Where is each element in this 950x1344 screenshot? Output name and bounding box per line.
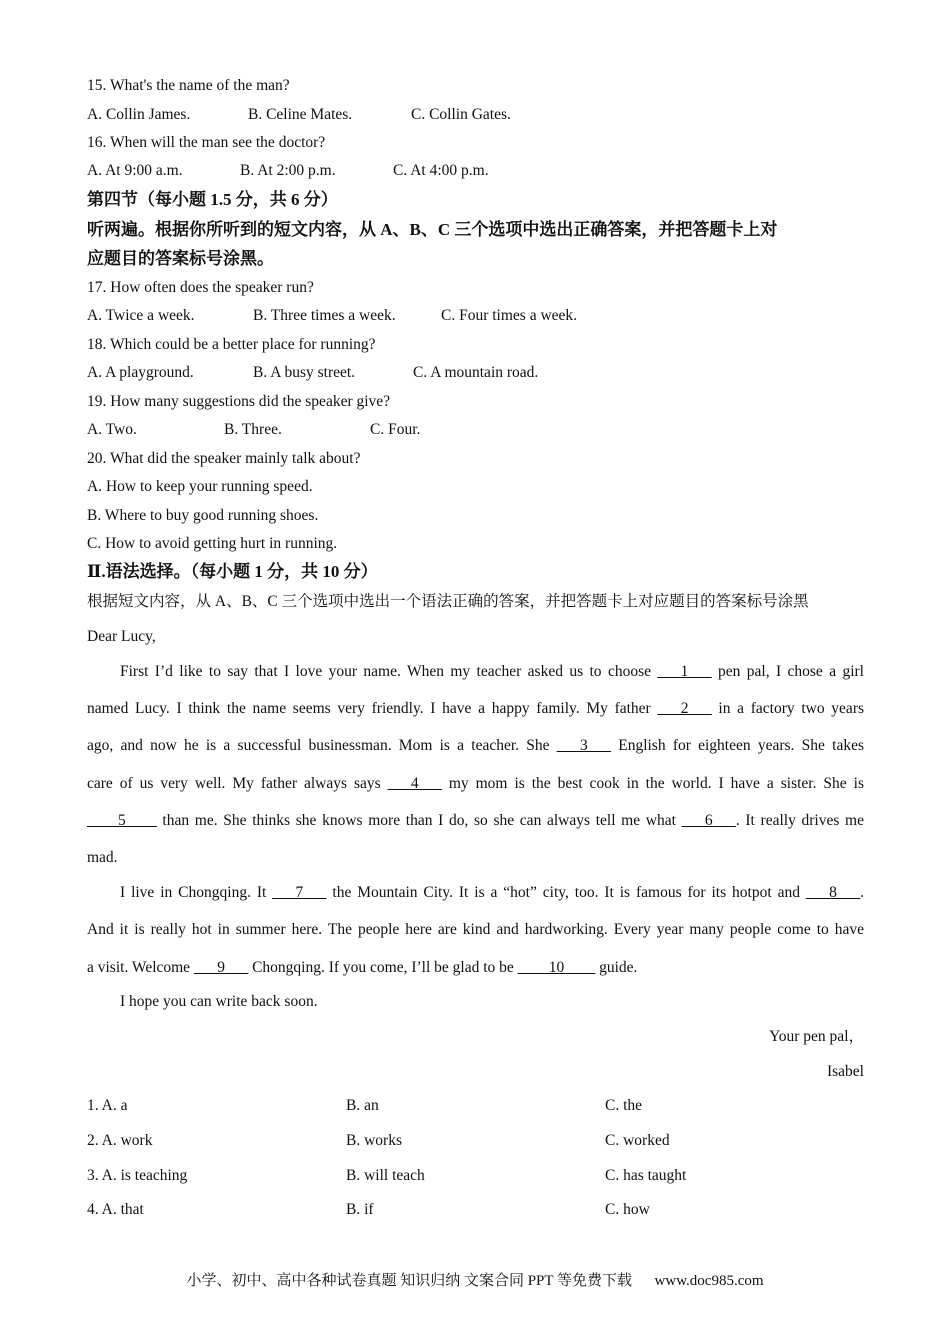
option-2c: C. worked [605,1132,670,1149]
question-15: 15. What's the name of the man? [87,77,290,94]
option-1c: C. the [605,1097,643,1114]
option-17a: A. Twice a week. [87,307,195,324]
blank-3: ___3___ [556,737,611,754]
question-18: 18. Which could be a better place for running? [87,336,376,353]
blank-8: ___8___ [805,884,861,901]
passage-line-3: ago, and now he is a successful businessman. Mom is a teacher. She ___3___ English for eighteen years. She takes [87,737,864,754]
option-4c: C. how [605,1201,650,1218]
passage-line-8: And it is really hot in summer here. The people here are kind and hardworking. Every year many people come to have [87,921,864,938]
option-18c: C. A mountain road. [413,364,539,381]
passage-line-6: mad. [87,849,118,866]
option-15a: A. Collin James. [87,106,191,123]
option-18b: B. A busy street. [253,364,356,381]
blank-6: ___6___ [681,812,736,829]
footer-site-link[interactable]: www.doc985.com [654,1273,764,1289]
signature: Isabel [826,1063,864,1080]
option-20a: A. How to keep your running speed. [87,478,313,495]
section-4-instruction-line2: 应题目的答案标号涂黑。 [87,249,274,268]
option-17c: C. Four times a week. [441,307,578,324]
blank-4: ___4___ [387,775,442,792]
question-16: 16. When will the man see the doctor? [87,134,326,151]
page-footer [0,1269,950,1290]
option-16c: C. At 4:00 p.m. [393,162,489,179]
option-1b: B. an [346,1097,379,1114]
option-2b: B. works [346,1132,402,1149]
option-2a: 2. A. work [87,1132,153,1149]
option-16b: B. At 2:00 p.m. [240,162,336,179]
section-4-instruction-line1: 听两遍。根据你所听到的短文内容，从 A、B、C 三个选项中选出正确答案，并把答题卡上对 [87,220,778,239]
blank-5: ____5____ [87,812,157,829]
passage-line-7: I live in Chongqing. It ___7___ the Mountain City. It is a “hot” city, too. It is famous for its hotpot and ___8___. [120,884,864,901]
option-15c: C. Collin Gates. [411,106,511,123]
salutation: Dear Lucy, [87,628,156,645]
blank-1: ___1___ [657,663,712,680]
question-17: 17. How often does the speaker run? [87,279,314,296]
option-15b: B. Celine Mates. [248,106,353,123]
option-20b: B. Where to buy good running shoes. [87,507,319,524]
blank-9: ___9___ [193,959,249,976]
blank-7: ___7___ [272,884,327,901]
option-20c: C. How to avoid getting hurt in running. [87,535,338,552]
grammar-title: Ⅱ.语法选择。（每小题 1 分，共 10 分） [87,562,378,581]
question-20: 20. What did the speaker mainly talk about? [87,450,361,467]
passage-line-1: First I’d like to say that I love your name. When my teacher asked us to choose ___1___ pen pal, I chose a girl [120,663,864,680]
option-16a: A. At 9:00 a.m. [87,162,183,179]
passage-line-2: named Lucy. I think the name seems very friendly. I have a happy family. My father ___2___ in a factory two years [87,700,865,717]
option-19c: C. Four. [370,421,421,438]
option-1a: 1. A. a [87,1097,128,1114]
passage-line-9: a visit. Welcome ___9___ Chongqing. If you come, I’ll be glad to be ____10____ guide. [87,959,638,976]
option-4b: B. if [346,1201,374,1218]
option-3a: 3. A. is teaching [87,1167,188,1184]
closing: Your pen pal， [769,1028,864,1045]
grammar-instruction: 根据短文内容，从 A、B、C 三个选项中选出一个语法正确的答案，并把答题卡上对应题目的答案标号涂黑 [87,593,809,610]
section-4-title: 第四节（每小题 1.5 分，共 6 分） [87,190,338,209]
passage-line-5: ____5____ than me. She thinks she knows more than I do, so she can always tell me what ___6___. It really drives me [87,812,864,829]
option-18a: A. A playground. [87,364,194,381]
footer-text: 小学、初中、高中各种试卷真题 知识归纳 文案合同 PPT 等免费下载 [186,1273,633,1289]
option-3c: C. has taught [605,1167,687,1184]
passage-line-4: care of us very well. My father always says ___4___ my mom is the best cook in the world. I have a sister. She is [87,775,864,792]
passage-line-10: I hope you can write back soon. [120,993,318,1010]
blank-2: ___2___ [657,700,712,717]
option-17b: B. Three times a week. [253,307,396,324]
option-19a: A. Two. [87,421,137,438]
option-4a: 4. A. that [87,1201,144,1218]
question-19: 19. How many suggestions did the speaker give? [87,393,391,410]
option-3b: B. will teach [346,1167,425,1184]
option-19b: B. Three. [224,421,282,438]
blank-10: ____10____ [517,959,596,976]
